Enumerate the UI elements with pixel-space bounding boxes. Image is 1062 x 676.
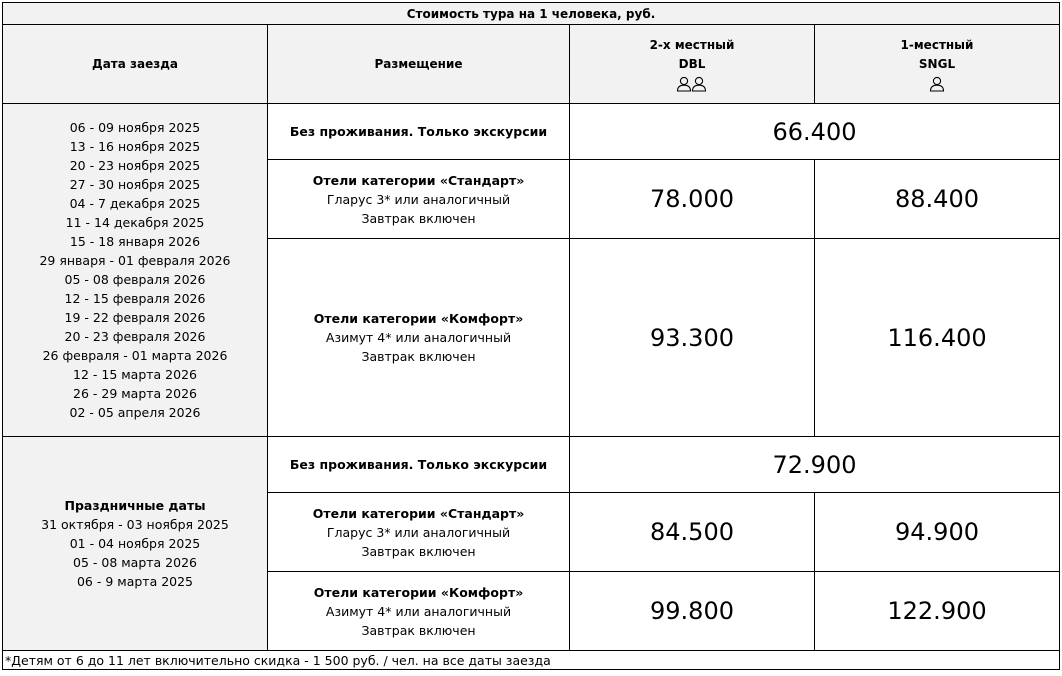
placement-title: Отели категории «Комфорт» bbox=[313, 584, 524, 600]
price-sngl: 94.900 bbox=[815, 493, 1060, 572]
date-item: 06 - 9 марта 2025 bbox=[76, 574, 194, 589]
date-item: 12 - 15 марта 2026 bbox=[73, 367, 197, 382]
price-sngl: 122.900 bbox=[815, 572, 1060, 651]
header-sngl-line2: SNGL bbox=[918, 56, 956, 71]
header-dbl-line2: DBL bbox=[678, 56, 706, 71]
placement-comfort bbox=[268, 572, 570, 651]
placement-hotel: Гларус 3* или аналогичный bbox=[326, 524, 511, 540]
header-placement: Размещение bbox=[268, 25, 570, 104]
placement-no-accommodation: Без проживания. Только экскурсии bbox=[268, 104, 570, 160]
placement-hotel: Азимут 4* или аналогичный bbox=[325, 603, 512, 619]
holiday-dates-cell bbox=[3, 437, 268, 651]
placement-comfort bbox=[268, 239, 570, 437]
table-title: Стоимость тура на 1 человека, руб. bbox=[3, 3, 1060, 25]
date-item: 27 - 30 ноября 2025 bbox=[69, 177, 201, 192]
person-icon bbox=[815, 75, 1059, 93]
footnote: *Детям от 6 до 11 лет включительно скидка - 1 500 руб. / чел. на все даты заезда bbox=[3, 651, 1060, 670]
price-no-accommodation: 72.900 bbox=[570, 437, 1060, 493]
price-sngl: 116.400 bbox=[815, 239, 1060, 437]
header-sngl-line1: 1-местный bbox=[900, 37, 974, 52]
date-item: 20 - 23 февраля 2026 bbox=[64, 329, 206, 344]
date-item: 20 - 23 ноября 2025 bbox=[69, 158, 201, 173]
placement-standard bbox=[268, 493, 570, 572]
date-item: 05 - 08 февраля 2026 bbox=[64, 272, 206, 287]
date-item: 02 - 05 апреля 2026 bbox=[69, 405, 201, 420]
date-item: 13 - 16 ноября 2025 bbox=[69, 139, 201, 154]
regular-dates-cell bbox=[3, 104, 268, 437]
date-item: 31 октября - 03 ноября 2025 bbox=[41, 517, 229, 532]
placement-no-accommodation: Без проживания. Только экскурсии bbox=[268, 437, 570, 493]
price-no-accommodation: 66.400 bbox=[570, 104, 1060, 160]
price-dbl: 99.800 bbox=[570, 572, 815, 651]
date-item: 12 - 15 февраля 2026 bbox=[64, 291, 206, 306]
placement-meal: Завтрак включен bbox=[361, 622, 476, 638]
price-table bbox=[2, 2, 1060, 670]
placement-hotel: Гларус 3* или аналогичный bbox=[326, 191, 511, 207]
price-sngl: 88.400 bbox=[815, 160, 1060, 239]
header-sngl bbox=[815, 25, 1060, 104]
date-item: 19 - 22 февраля 2026 bbox=[64, 310, 206, 325]
placement-title: Отели категории «Стандарт» bbox=[312, 172, 525, 188]
two-persons-icon bbox=[570, 75, 814, 93]
price-dbl: 84.500 bbox=[570, 493, 815, 572]
date-item: 04 - 7 декабря 2025 bbox=[69, 196, 201, 211]
placement-hotel: Азимут 4* или аналогичный bbox=[325, 330, 512, 345]
date-item: 26 февраля - 01 марта 2026 bbox=[42, 348, 228, 363]
holiday-label: Праздничные даты bbox=[64, 498, 206, 513]
placement-title: Отели категории «Комфорт» bbox=[313, 311, 524, 326]
header-dbl bbox=[570, 25, 815, 104]
date-item: 06 - 09 ноября 2025 bbox=[69, 120, 201, 135]
placement-meal: Завтрак включен bbox=[361, 210, 476, 226]
date-item: 11 - 14 декабря 2025 bbox=[65, 215, 205, 230]
date-item: 26 - 29 марта 2026 bbox=[73, 386, 197, 401]
placement-meal: Завтрак включен bbox=[361, 349, 476, 364]
header-dbl-line1: 2-х местный bbox=[649, 37, 735, 52]
date-item: 05 - 08 марта 2026 bbox=[73, 555, 197, 570]
header-date: Дата заезда bbox=[3, 25, 268, 104]
date-item: 01 - 04 ноября 2025 bbox=[69, 536, 201, 551]
placement-meal: Завтрак включен bbox=[361, 543, 476, 559]
date-item: 15 - 18 января 2026 bbox=[69, 234, 201, 249]
price-dbl: 78.000 bbox=[570, 160, 815, 239]
placement-title: Отели категории «Стандарт» bbox=[312, 505, 525, 521]
date-item: 29 января - 01 февраля 2026 bbox=[39, 253, 231, 268]
price-dbl: 93.300 bbox=[570, 239, 815, 437]
placement-standard bbox=[268, 160, 570, 239]
